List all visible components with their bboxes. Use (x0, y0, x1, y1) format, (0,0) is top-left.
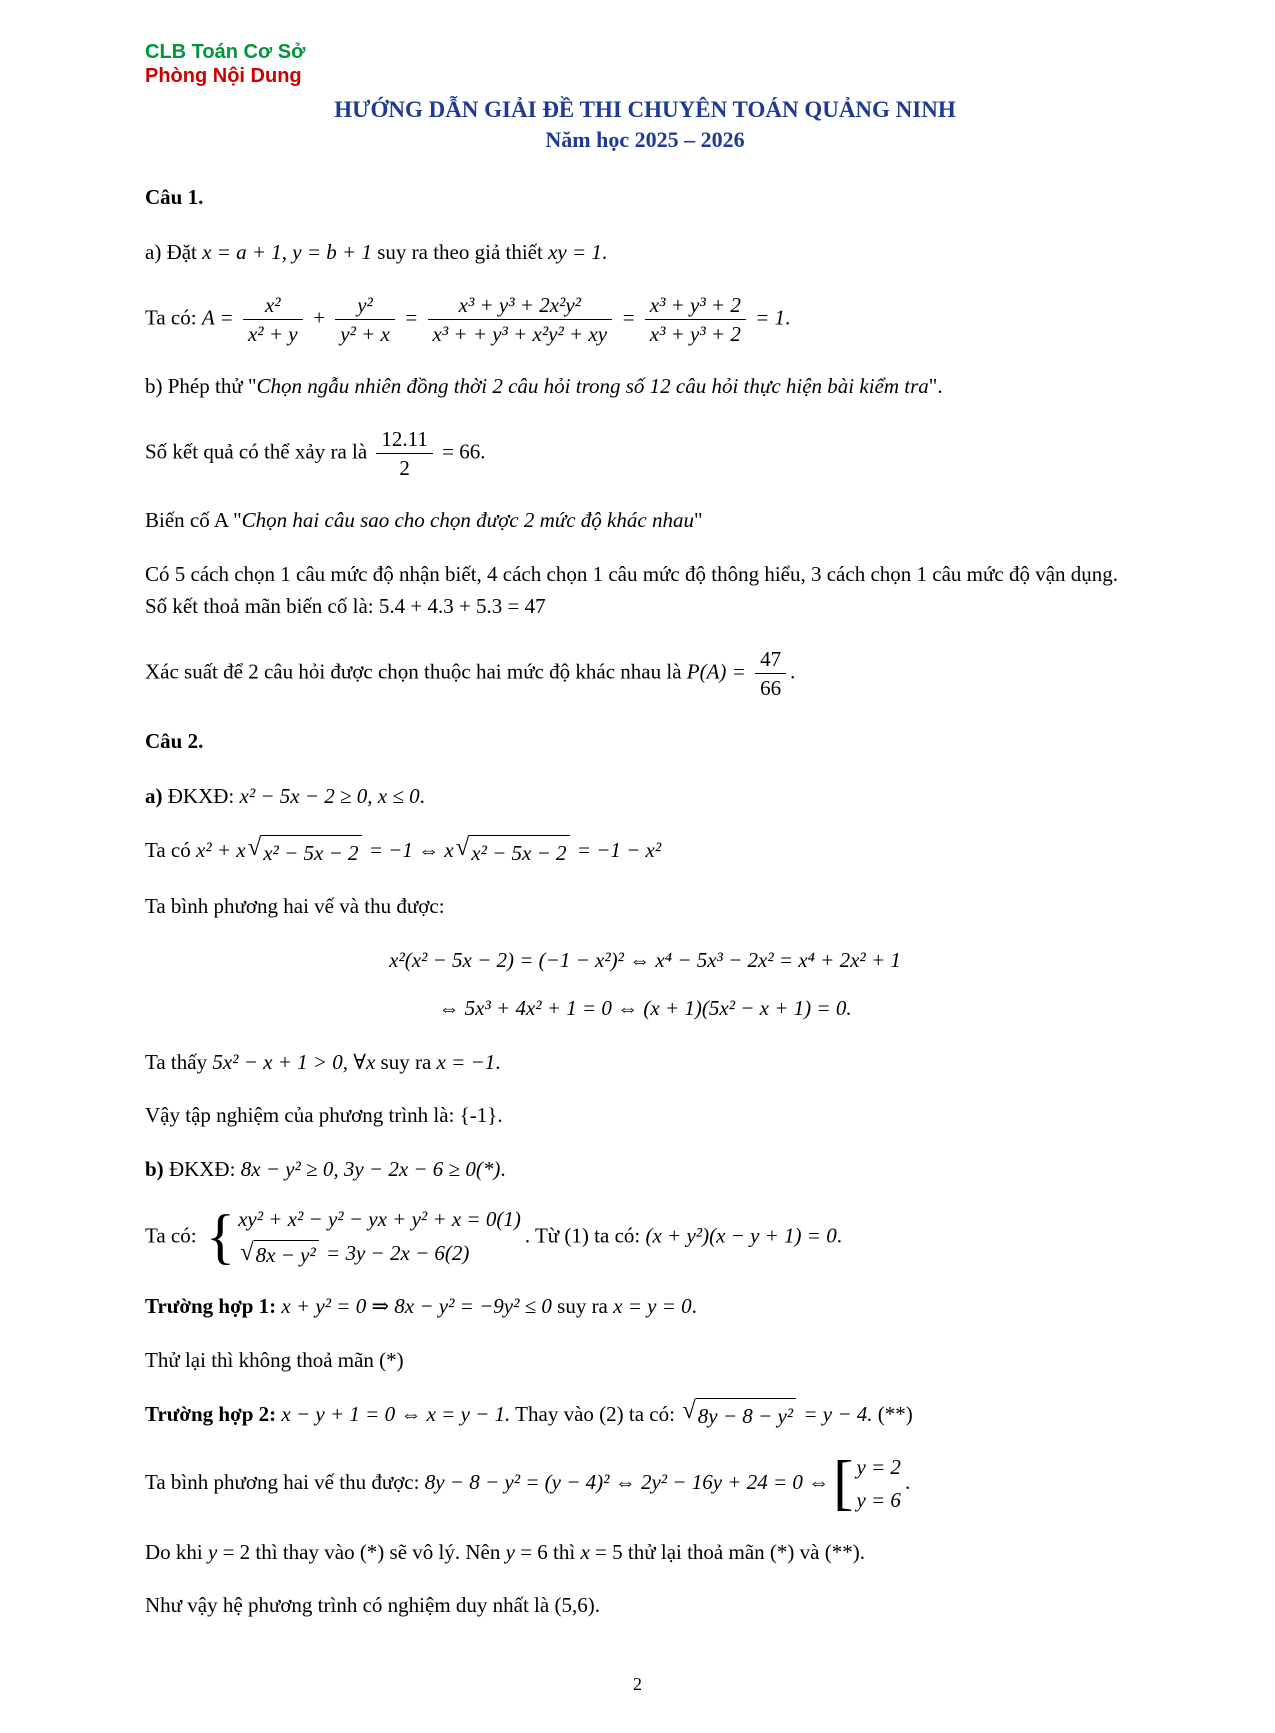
fraction-numerator: x² (243, 292, 303, 320)
paragraph: Ta thấy 5x² − x + 1 > 0, ∀x suy ra x = −1. (145, 1049, 501, 1074)
fraction (376, 426, 432, 482)
italic-text: Chọn hai câu sao cho chọn được 2 mức độ khác nhau (241, 508, 694, 533)
math-run: 8x − y² ≥ 0, 3y − 2x − 6 ≥ 0(*) (240, 1156, 501, 1181)
fraction-denominator: x² + y (247, 322, 298, 347)
math-run: = (616, 305, 641, 330)
fraction-denominator: x³ + + y³ + x²y² + xy (432, 322, 608, 347)
fraction (755, 646, 786, 702)
paragraph: Xác suất để 2 câu hỏi được chọn thuộc hai mức độ khác nhau là P(A) = $\frac{47}{66}$ . (145, 647, 796, 701)
paragraph: Trường hợp 2: x − y + 1 = 0 ⇔ x = y − 1. Thay vào (2) ta có: √ 8y − 8 − y² = y − 4. (**) (145, 1398, 1145, 1433)
math-run: y = 6 (856, 1488, 901, 1513)
square-bracket: [ (833, 1450, 854, 1518)
curly-brace: { (205, 1204, 236, 1272)
radical-sign: √ (455, 833, 470, 861)
paragraph: Vậy tập nghiệm của phương trình là: {-1}. (145, 1103, 503, 1128)
math-run: x = a + 1, y = b + 1 (202, 240, 372, 265)
fraction-numerator: 47 (755, 646, 786, 674)
bold-text: Câu 1. (145, 184, 204, 209)
document-title: HƯỚNG DẪN GIẢI ĐỀ THI CHUYÊN TOÁN QUẢNG NINH (334, 97, 956, 122)
paragraph: Số kết quả có thể xảy ra là $\frac{12.11}{2}$ = 66. (145, 426, 486, 481)
fraction-denominator: 66 (760, 676, 782, 701)
math-run: 5x² − x + 1 > 0, ∀x (212, 1049, 376, 1074)
document-subtitle: Năm học 2025 – 2026 (545, 127, 745, 153)
paragraph: Ta có x² + x √ x² − 5x − 2 = −1 ⇔ x √ x² − 5x − 2 = −1 − x² (145, 834, 1145, 869)
document-header (145, 40, 1145, 88)
section-heading (145, 725, 1145, 758)
paragraph: Thử lại thì không thoả mãn (*) (145, 1348, 404, 1373)
solution-cases (833, 1450, 901, 1518)
fraction (335, 292, 395, 348)
math-run: x (580, 1539, 590, 1564)
math-run: xy² + x² − y² − yx + y² + x = 0(1) (238, 1207, 521, 1232)
math-run: (x + y²)(x − y + 1) = 0 (645, 1223, 837, 1248)
radicand: 8x − y² (254, 1240, 319, 1269)
paragraph: Biến cố A "Chọn hai câu sao cho chọn được 2 mức độ khác nhau" (145, 508, 703, 533)
group-line (856, 1487, 901, 1514)
math-run: xy = 1 (548, 240, 602, 265)
page-number: 2 (633, 1673, 642, 1694)
bold-text: a) (145, 784, 163, 809)
fraction-numerator: y² (335, 292, 395, 320)
math-run: = 1 (749, 305, 785, 330)
radicand: x² − 5x − 2 (261, 835, 361, 870)
paragraph: b) Phép thử "Chọn ngẫu nhiên đồng thời 2 câu hỏi trong số 12 câu hỏi thực hiện bài kiểm tra". (145, 374, 943, 399)
fraction (645, 292, 746, 348)
math-run: P(A) = (686, 659, 752, 684)
radicand: 8y − 8 − y² (696, 1398, 796, 1433)
paragraph: Ta có: A = $\frac{\text{x²}}{\text{x² + y}}$ + $\frac{\text{y²}}{\text{y² + x}}$ = $\frac{\text{x³ + y³ + 2x²y²}}{\text{x³ + + y³ + x²y² + xy}}$ = $\frac{\text{x³ + y³ + 2}}{\text{x³ + y³ + 2}}$ = 1. (145, 292, 791, 347)
italic-text: Chọn ngẫu nhiên đồng thời 2 câu hỏi trong số 12 câu hỏi thực hiện bài kiểm tra (256, 374, 929, 399)
math-run: x² − 5x − 2 ≥ 0, x ≤ 0 (239, 784, 420, 809)
paragraph: a) ĐKXĐ: x² − 5x − 2 ≥ 0, x ≤ 0. (145, 784, 425, 809)
paragraph: Do khi y = 2 thì thay vào (*) sẽ vô lý. Nên y = 6 thì x = 5 thử lại thoả mãn (*) và (**). (145, 1539, 865, 1564)
bold-text: Trường hợp 2: (145, 1401, 282, 1426)
club-name: CLB Toán Cơ Sở (145, 41, 306, 63)
square-root (682, 1398, 796, 1433)
math-run: x + y² = 0 ⇒ 8x − y² = −9y² ≤ 0 (281, 1294, 552, 1319)
paragraph: Trường hợp 1: x + y² = 0 ⇒ 8x − y² = −9y² ≤ 0 suy ra x = y = 0. (145, 1294, 697, 1319)
radicand: x² − 5x − 2 (469, 835, 569, 870)
math-run: ⇔ 5x³ + 4x² + 1 = 0 ⇔ (x + 1)(5x² − x + 1) = 0. (438, 996, 852, 1021)
math-run: = y − 4. (798, 1401, 873, 1426)
math-run: x − y + 1 = 0 ⇔ x = y − 1. (281, 1401, 511, 1426)
math-run: x² + x (196, 837, 246, 862)
fraction-denominator: y² + x (340, 322, 390, 347)
fraction (243, 292, 303, 348)
radical-sign: √ (240, 1239, 254, 1267)
math-run: x = −1 (436, 1049, 496, 1074)
square-root (240, 1240, 319, 1269)
group-line (238, 1240, 521, 1270)
fraction (428, 292, 613, 348)
math-run: + (306, 305, 332, 330)
math-run: y (208, 1539, 218, 1564)
paragraph: Ta bình phương hai vế thu được: 8y − 8 − y² = (y − 4)² ⇔ 2y² − 16y + 24 = 0 ⇔ [ y = 2 y = 6 . (145, 1450, 911, 1518)
bold-text: b) (145, 1156, 164, 1181)
fraction-denominator: x³ + y³ + 2 (649, 322, 741, 347)
math-run: x = y = 0 (613, 1294, 692, 1319)
paragraph (145, 992, 1145, 1025)
math-run: = (398, 305, 424, 330)
dept-name: Phòng Nội Dung (145, 65, 302, 87)
document-body (145, 181, 1145, 1622)
group-line (238, 1206, 521, 1233)
paragraph: Như vậy hệ phương trình có nghiệm duy nhất là (5,6). (145, 1593, 600, 1618)
math-run: 8y − 8 − y² = (y − 4)² ⇔ 2y² − 16y + 24 = 0 ⇔ (424, 1470, 830, 1495)
math-run: y (505, 1539, 515, 1564)
paragraph: Có 5 cách chọn 1 câu mức độ nhận biết, 4 cách chọn 1 câu mức độ thông hiểu, 3 cách chọn 1 câu mức độ vận dụng. Số kết thoả mãn biến cố là: 5.4 + 4.3 + 5.3 = 47 (145, 561, 1119, 619)
system-of-equations (205, 1204, 521, 1272)
group-lines (238, 1206, 521, 1269)
fraction-numerator: x³ + y³ + 2x²y² (428, 292, 613, 320)
math-run: = −1 ⇔ x (363, 837, 454, 862)
fraction-denominator: 2 (399, 456, 410, 481)
fraction-numerator: 12.11 (376, 426, 432, 454)
math-run: = 3y − 2x − 6(2) (320, 1240, 470, 1265)
fraction-numerator: x³ + y³ + 2 (645, 292, 746, 320)
section-heading (145, 181, 1145, 214)
math-run: y = 2 (856, 1455, 901, 1480)
paragraph: Ta có: { xy² + x² − y² − yx + y² + x = 0(1) √ 8x − y² = 3y − 2x − 6(2) . Từ (1) ta có: (x + y²)(x − y + 1) = 0. (145, 1204, 842, 1272)
paragraph: Ta bình phương hai vế và thu được: (145, 894, 445, 919)
radical-sign: √ (682, 1397, 696, 1425)
bold-text: Câu 2. (145, 728, 204, 753)
group-line (856, 1454, 901, 1481)
paragraph: b) ĐKXĐ: 8x − y² ≥ 0, 3y − 2x − 6 ≥ 0(*). (145, 1156, 506, 1181)
paragraph (145, 944, 1145, 977)
square-root (248, 835, 362, 870)
math-run: = −1 − x² (571, 837, 662, 862)
group-lines (856, 1454, 901, 1515)
square-root (456, 835, 570, 870)
math-run: A = (201, 305, 239, 330)
math-run: x²(x² − 5x − 2) = (−1 − x²)² ⇔ x⁴ − 5x³ − 2x² = x⁴ + 2x² + 1 (389, 947, 901, 972)
paragraph: a) Đặt x = a + 1, y = b + 1 suy ra theo giả thiết xy = 1. (145, 240, 608, 265)
bold-text: Trường hợp 1: (145, 1294, 282, 1319)
radical-sign: √ (247, 833, 262, 861)
